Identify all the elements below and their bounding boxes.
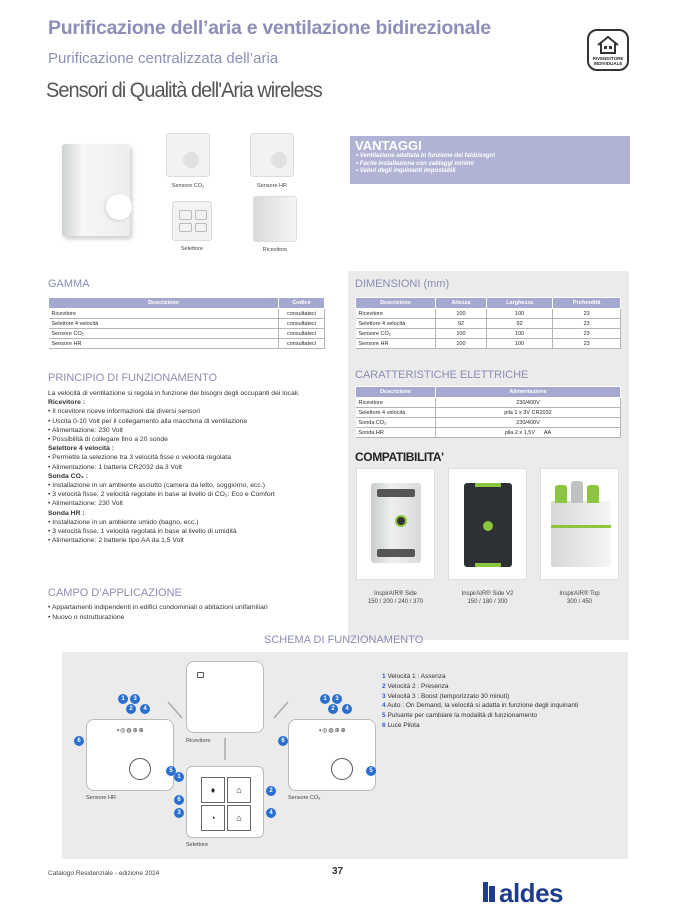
dim-cell: 100 xyxy=(436,309,487,319)
table-row xyxy=(356,329,621,339)
legend-item: 1 Velocità 1 : Assenza xyxy=(382,673,446,680)
marker-4: 4 xyxy=(140,704,150,714)
gamma-header: Codice xyxy=(279,298,325,309)
marker-4: 4 xyxy=(342,704,352,714)
dim-cell: 92 xyxy=(486,319,552,329)
gamma-header: Descrizione xyxy=(49,298,279,309)
dim-cell: 100 xyxy=(486,329,552,339)
gamma-table xyxy=(48,297,325,349)
sensor-co2-photo xyxy=(166,133,210,177)
marker-2: 2 xyxy=(126,704,136,714)
table-row xyxy=(356,418,621,428)
application-title: CAMPO D’APPLICAZIONE xyxy=(48,587,182,599)
gamma-cell: Sensore CO₂ xyxy=(49,329,279,339)
table-row xyxy=(49,309,325,319)
elec-cell: Sonda CO₂ xyxy=(356,418,436,428)
table-row xyxy=(356,408,621,418)
gamma-cell: consultateci xyxy=(279,319,325,329)
table-row xyxy=(356,319,621,329)
list-item: • Permette la selezione tra 3 velocità fisse o velocità regolata xyxy=(48,454,231,462)
legend-item: 6 Luce Pilota xyxy=(382,721,420,729)
marker-5: 5 xyxy=(166,766,176,776)
marker-3: 3 xyxy=(130,694,140,704)
list-item: • 3 velocità fisse, 2 velocità regolate in base al livello di CO₂: Eco e Comfort xyxy=(48,491,275,499)
marker-1: 1 xyxy=(320,694,330,704)
gamma-title: GAMMA xyxy=(48,278,90,290)
marker-1: 1 xyxy=(174,772,184,782)
selector-photo xyxy=(172,201,212,241)
advantages-box xyxy=(350,136,630,184)
gamma-cell: Sensore HR xyxy=(49,339,279,349)
application-list xyxy=(48,603,268,622)
list-item: • Nuovo o ristrutturazione xyxy=(48,613,125,621)
scheme-hr-label: Sensore HR xyxy=(86,795,116,801)
elec-cell: Selettore 4 velocità xyxy=(356,408,436,418)
advantage-item: • Ventilazione adattata in funzione dei fabbisogni xyxy=(356,153,495,159)
product-models: 150 / 200 / 240 / 370 xyxy=(367,599,424,605)
scheme-legend xyxy=(382,672,578,731)
dim-cell: 100 xyxy=(486,339,552,349)
dim-cell: Ricevitore xyxy=(356,309,436,319)
list-item: • Il ricevitore riceve informazioni dai diversi sensori xyxy=(48,408,200,416)
retailer-badge xyxy=(587,29,629,71)
product-caption xyxy=(532,590,627,606)
legend-item: 2 Velocità 2 : Presenza xyxy=(382,682,449,690)
dim-cell: 23 xyxy=(553,339,621,349)
page-section-title: Purificazione dell’aria e ventilazione bidirezionale xyxy=(48,17,491,39)
scheme-selector: ♦ ⌂ ◔ ⌂ xyxy=(186,766,264,838)
page-title: Sensori di Qualità dell'Aria wireless xyxy=(46,79,322,102)
list-item: • Alimentazione: 230 Volt xyxy=(48,500,123,508)
receiver-photo xyxy=(62,144,130,240)
marker-6: 6 xyxy=(278,736,288,746)
dim-cell: Sensore HR xyxy=(356,339,436,349)
dim-cell: 100 xyxy=(436,339,487,349)
table-row xyxy=(356,309,621,319)
list-item: • 3 velocità fisse, 1 velocità regolata in base al livello di umidità xyxy=(48,528,237,536)
scheme-selector-label: Selettore xyxy=(186,842,209,848)
marker-2: 2 xyxy=(266,786,276,796)
marker-4: 4 xyxy=(266,808,276,818)
product-name: InspirAIR® Side xyxy=(374,591,417,597)
badge-text: RIVENDITORE INDIVIDUALE xyxy=(592,56,624,66)
dimensions-header: Larghezza xyxy=(486,298,552,309)
gamma-cell: consultateci xyxy=(279,329,325,339)
dim-cell: 23 xyxy=(553,309,621,319)
arrows-diagram xyxy=(150,660,330,770)
product-name: InspirAIR® Top xyxy=(559,591,600,597)
hr-heading: Sonda HR : xyxy=(48,509,85,517)
inspirair-side-photo xyxy=(356,468,435,580)
dim-cell: Selettore 4 velocità xyxy=(356,319,436,329)
list-item: • Installazione in un ambiente umido (bagno, ecc.) xyxy=(48,518,199,526)
advantage-item: • Valori degli inquinanti impostabili xyxy=(356,168,456,174)
dimensions-header: Descrizione xyxy=(356,298,436,309)
marker-6: 6 xyxy=(174,795,184,805)
electrical-header: Alimentazione xyxy=(436,387,621,398)
dimensions-title: DIMENSIONI (mm) xyxy=(355,278,450,290)
marker-2: 2 xyxy=(328,704,338,714)
list-item: • Uscita 0-10 Volt per il collegamento alla macchina di ventilazione xyxy=(48,417,248,425)
electrical-table xyxy=(355,386,621,438)
scheme-hr-sensor: ▪◎◍⊛⊕ xyxy=(86,719,174,791)
dim-cell: 92 xyxy=(436,319,487,329)
product-name: InspirAIR® Side V2 xyxy=(461,591,514,597)
elec-cell: 230/400V xyxy=(436,398,621,408)
product-models: 300 / 450 xyxy=(566,599,593,605)
principle-intro: La velocità di ventilazione si regola in funzione dei bisogni degli occupanti dei locali. xyxy=(48,390,300,397)
table-row xyxy=(49,329,325,339)
receiver-caption: Ricevitore xyxy=(262,247,288,253)
sensor-hr-photo xyxy=(250,133,294,177)
principle-text xyxy=(48,389,338,545)
co2-heading: Sonda CO₂ : xyxy=(48,472,89,480)
compatibility-title: COMPATIBILITA' xyxy=(355,450,444,464)
dimensions-table xyxy=(355,297,621,349)
marker-5: 5 xyxy=(366,766,376,776)
electrical-header: Descrizione xyxy=(356,387,436,398)
elec-cell: Sonda HR xyxy=(356,428,436,438)
dim-cell: 100 xyxy=(486,309,552,319)
catalog-edition: Catalogo Residenziale - edizione 2024 xyxy=(48,870,160,877)
selector-caption: Selettore xyxy=(180,246,203,252)
inspirair-side-v2-photo xyxy=(448,468,527,580)
electrical-title: CARATTERISTICHE ELETTRICHE xyxy=(355,369,529,381)
page-subtitle: Purificazione centralizzata dell’aria xyxy=(48,50,279,67)
elec-cell: 230/400V xyxy=(436,418,621,428)
gamma-cell: consultateci xyxy=(279,309,325,319)
gamma-cell: Ricevitore xyxy=(49,309,279,319)
receiver-small-photo xyxy=(253,196,297,242)
marker-3: 3 xyxy=(332,694,342,704)
scheme-co2-label: Sensore CO₂ xyxy=(288,795,321,801)
legend-item: 3 Velocità 3 : Boost (temporizzato 30 minuti) xyxy=(382,692,510,700)
product-caption xyxy=(348,590,443,606)
gamma-cell: consultateci xyxy=(279,339,325,349)
list-item: • Alimentazione: 2 batterie tipo AA da 1,5 Volt xyxy=(48,537,184,545)
gamma-cell: Selettore 4 velocità xyxy=(49,319,279,329)
scheme-title: SCHEMA DI FUNZIONAMENTO xyxy=(264,634,424,646)
elec-cell: Ricevitore xyxy=(356,398,436,408)
scheme-co2-sensor: ▪◎◍⊛⊕ xyxy=(288,719,376,791)
list-item: • Installazione in un ambiente asciutto (camera da letto, soggiorno, ecc.) xyxy=(48,482,265,490)
table-row xyxy=(356,398,621,408)
dimensions-header: Altezza xyxy=(436,298,487,309)
legend-item: 4 Auto : On Demand, la velocità si adatta in funzione degli inquinanti xyxy=(382,702,579,710)
inspirair-top-photo xyxy=(540,468,619,580)
marker-1: 1 xyxy=(118,694,128,704)
table-row xyxy=(356,339,621,349)
advantages-title: VANTAGGI xyxy=(355,138,422,153)
house-icon xyxy=(596,35,620,55)
list-item: • Alimentazione: 230 Volt xyxy=(48,426,123,434)
list-item: • Possibilità di collegare fino a 20 sonde xyxy=(48,436,168,444)
legend-item: 5 Pulsante per cambiare la modalità di funzionamento xyxy=(382,712,538,720)
selector-heading: Selettore 4 velocità : xyxy=(48,445,115,453)
table-row xyxy=(49,319,325,329)
dim-cell: 23 xyxy=(553,329,621,339)
aldes-logo: aldes xyxy=(499,878,563,908)
advantage-item: • Facile installazione con cablaggi minimi xyxy=(356,160,474,167)
dimensions-header: Profondità xyxy=(553,298,621,309)
elec-cell: pila 1 x 3V CR2032 xyxy=(436,408,621,418)
table-row xyxy=(356,428,621,438)
sensor-hr-caption: Sensore HR xyxy=(257,183,287,189)
table-row xyxy=(49,339,325,349)
page-number: 37 xyxy=(332,866,344,877)
marker-6: 6 xyxy=(74,736,84,746)
list-item: • Appartamenti indipendenti in edifici condominiali o abitazioni unifamiliari xyxy=(48,604,268,611)
aldes-logo-mark xyxy=(483,882,495,902)
list-item: • Alimentazione: 1 batteria CR2032 da 3 Volt xyxy=(48,463,182,471)
scheme-receiver-label: Ricevitore xyxy=(186,738,211,744)
product-caption xyxy=(440,590,535,606)
dim-cell: 100 xyxy=(436,329,487,339)
sensor-co2-caption: Sensore CO₂ xyxy=(171,183,205,189)
principle-title: PRINCIPIO DI FUNZIONAMENTO xyxy=(48,372,218,384)
dim-cell: Sensore CO₂ xyxy=(356,329,436,339)
product-models: 150 / 180 / 300 xyxy=(467,599,508,605)
marker-3: 3 xyxy=(174,808,184,818)
elec-cell: pila 2 x 1,5V AA xyxy=(436,428,621,438)
receiver-heading: Ricevitore : xyxy=(48,399,86,407)
dim-cell: 23 xyxy=(553,319,621,329)
